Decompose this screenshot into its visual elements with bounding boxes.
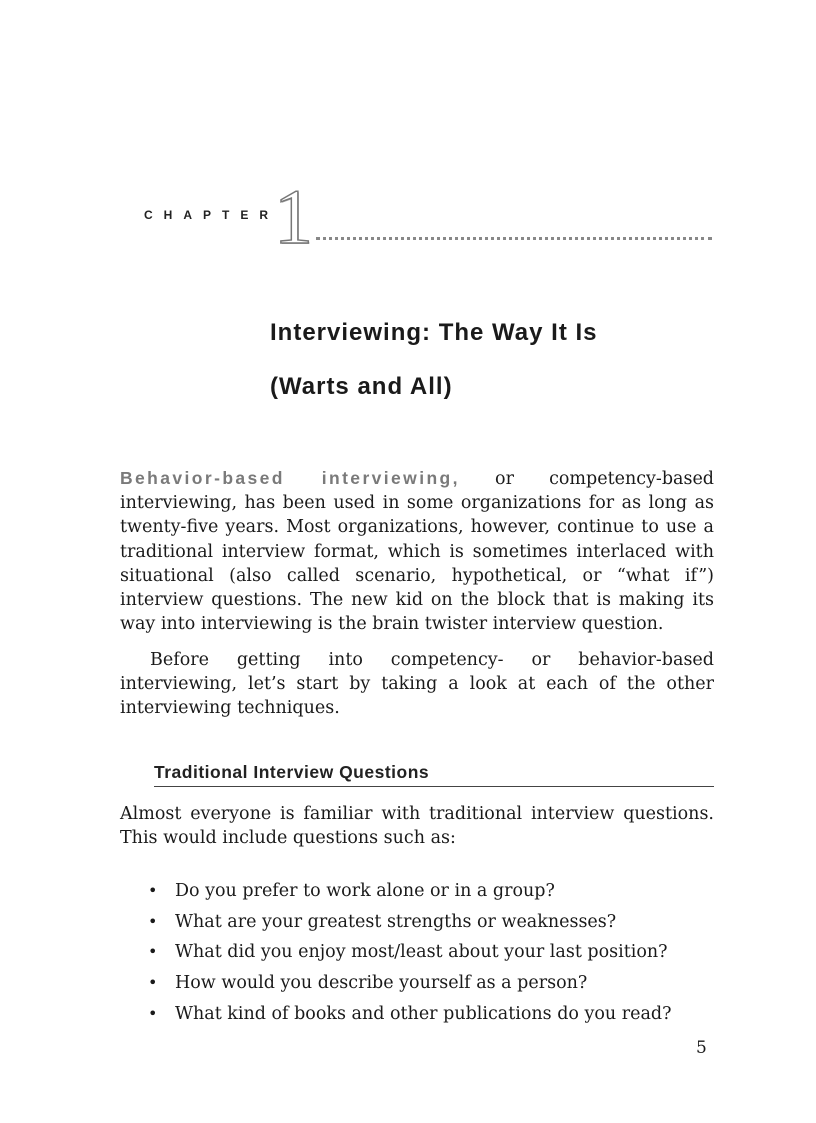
- list-item: [148, 907, 714, 938]
- list-item-text: How would you describe yourself as a person?: [175, 973, 588, 994]
- lead-paragraph-text: or competency-based interviewing, has been used in some organizations for as long as twenty-five years. Most organizations, however, continue to use a traditional interview format, which is sometimes interlaced with situational (also called scenario, hypothetical, or “what if”) interview questions. The new kid on the block that is making its way into interviewing is the brain twister interview question.: [120, 469, 715, 635]
- list-item: [148, 968, 714, 999]
- second-paragraph: Before getting into competency- or behavior-based interviewing, let’s start by taking a look at each of the other interviewing techniques.: [120, 650, 714, 719]
- chapter-dotted-rule: [316, 237, 712, 240]
- list-item-text: Do you prefer to work alone or in a group?: [175, 881, 555, 901]
- chapter-number: 1: [274, 173, 313, 260]
- list-item-text: What kind of books and other publications do you read?: [175, 1003, 672, 1024]
- list-item: [148, 876, 714, 907]
- bullet-icon: •: [148, 881, 158, 900]
- bullet-icon: •: [148, 973, 158, 993]
- list-item-text: What did you enjoy most/least about your last position?: [175, 942, 668, 963]
- list-item-text: What are your greatest strengths or weaknesses?: [175, 911, 617, 932]
- question-list: [148, 876, 714, 1030]
- lead-in-phrase: Behavior-based interviewing,: [120, 468, 460, 488]
- bullet-icon: •: [148, 911, 158, 931]
- list-item: [148, 937, 714, 968]
- lead-paragraph: [120, 466, 714, 636]
- bullet-icon: •: [148, 942, 158, 962]
- section-heading: Traditional Interview Questions: [154, 760, 714, 787]
- bullet-icon: •: [148, 1003, 158, 1023]
- chapter-title: [270, 306, 750, 414]
- section-intro-paragraph: Almost everyone is familiar with traditional interview questions. This would include questions such as:: [120, 804, 714, 849]
- chapter-title-line-1: Interviewing: The Way It Is: [270, 319, 598, 346]
- chapter-label: CHAPTER: [144, 208, 280, 222]
- list-item: [148, 999, 714, 1030]
- page-number: 5: [696, 1038, 707, 1058]
- chapter-title-line-2: (Warts and All): [270, 373, 453, 400]
